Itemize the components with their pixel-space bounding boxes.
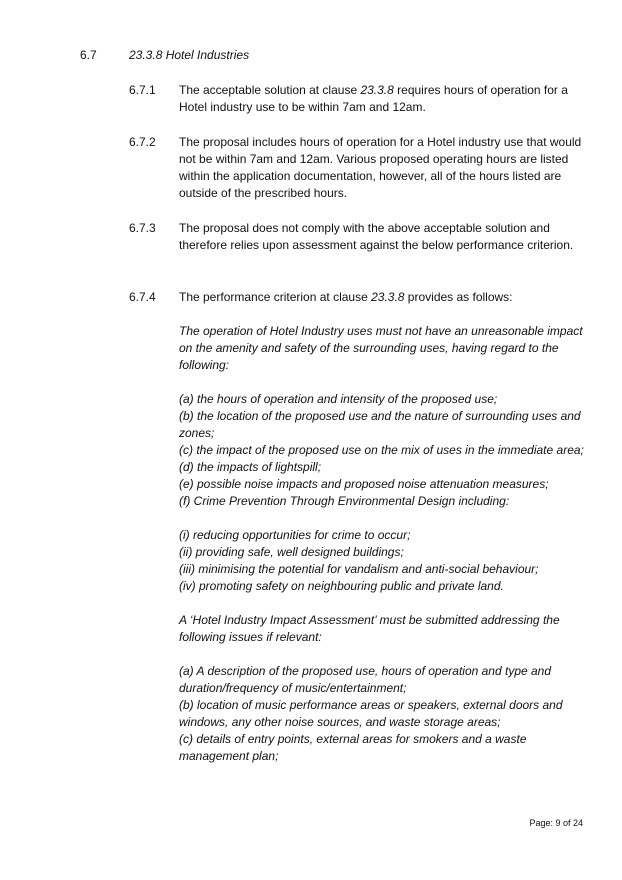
sub-list-item: (iv) promoting safety on neighbouring public and private land. [179,579,504,593]
quote-intro: The operation of Hotel Industry uses must not have an unreasonable impact on the amenity and safety of the surrounding uses, having regard to the following: [179,324,583,372]
clause-text: The acceptable solution at clause 23.3.8 requires hours of operation for a Hotel industry use to be within 7am and 12am. [179,83,568,114]
list-item: (e) possible noise impacts and proposed noise attenuation measures; [179,477,549,491]
clause-text: The proposal does not comply with the above acceptable solution and therefore relies upon assessment against the below performance criterion. [179,221,574,252]
clause-number: 6.7.1 [129,83,156,97]
clause-number: 6.7.2 [129,135,156,149]
section-title: 23.3.8 Hotel Industries [129,48,250,62]
clause-number: 6.7.3 [129,221,156,235]
clause-6-7-4 [129,289,584,306]
list-item: (b) the location of the proposed use and the nature of surrounding uses and zones; [179,409,581,440]
clause-text: The proposal includes hours of operation for a Hotel industry use that would not be within 7am and 12am. Various proposed operating hours are listed within the application documentation, however, all of the hours listed are outside of the prescribed hours. [179,135,582,200]
list-item: (f) Crime Prevention Through Environmental Design including: [179,494,510,508]
assessment-item: (a) A description of the proposed use, hours of operation and type and duration/frequency of music/entertainment; [179,664,552,695]
assessment-intro: A ‘Hotel Industry Impact Assessment’ must be submitted addressing the following issues if relevant: [179,613,560,644]
performance-criterion-quote [179,323,589,765]
page-number-footer: Page: 9 of 24 [529,818,583,828]
sub-list-item: (iii) minimising the potential for vandalism and anti-social behaviour; [179,562,539,576]
clause-text: The performance criterion at clause 23.3.8 provides as follows: [179,290,513,304]
clause-number: 6.7.4 [129,290,156,304]
section-number: 6.7 [80,48,97,62]
clause-6-7-3 [129,220,584,254]
clause-6-7-2 [129,134,584,202]
assessment-item: (b) location of music performance areas or speakers, external doors and windows, any other noise sources, and waste storage areas; [179,698,563,729]
clause-6-7-1 [129,82,584,116]
sub-list-item: (ii) providing safe, well designed buildings; [179,545,404,559]
list-item: (a) the hours of operation and intensity of the proposed use; [179,392,498,406]
assessment-item: (c) details of entry points, external areas for smokers and a waste management plan; [179,732,527,763]
clause-reference: 23.3.8 [371,290,405,304]
list-item: (d) the impacts of lightspill; [179,460,322,474]
sub-list-item: (i) reducing opportunities for crime to occur; [179,528,411,542]
clause-reference: 23.3.8 [360,83,394,97]
list-item: (c) the impact of the proposed use on the mix of uses in the immediate area; [179,443,584,457]
